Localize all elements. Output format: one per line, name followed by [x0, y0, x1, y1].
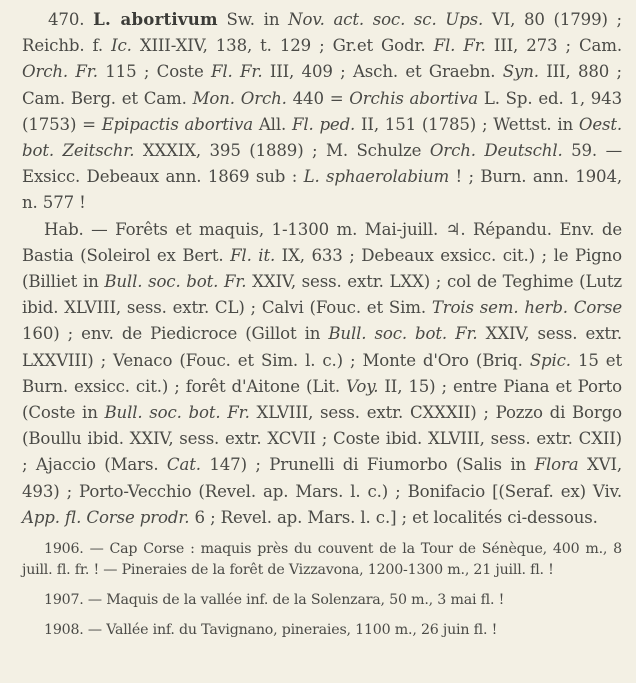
italic-citation: Ic.: [111, 36, 132, 56]
collection-note: 1908. — Vallée inf. du Tavignano, pineraies, 1100 m., 26 juin fl. !: [44, 622, 498, 639]
italic-citation: Fl. ped.: [291, 114, 356, 134]
italic-citation: Orch. Deutschl.: [429, 141, 563, 161]
habitat-paragraph: Hab. — Forêts et maquis, 1-1300 m. Mai-juill. ♃. Répandu. Env. de Bastia (Soleirol ex Bert. Fl. it. IX, 633 ; Debeaux exsicc. cit.) ; le Pigno (Billiet in Bull. soc. bot. Fr. XXIV, sess. extr. LXX) ; col de Teghime (Lutz ibid. XLVIII, sess. extr. CL) ; Calvi (Fouc. et Sim. Trois sem. herb. Corse 160) ; env. de Piedicroce (Gillot in Bull. soc. bot. Fr. XXIV, sess. extr. LXXVIII) ; Venaco (Fouc. et Sim. l. c.) ; Monte d'Oro (Briq. Spic. 15 et Burn. exsicc. cit.) ; forêt d'Aitone (Lit. Voy. II, 15) ; entre Piana et Porto (Coste in Bull. soc. bot. Fr. XLVIII, sess. extr. CXXXII) ; Pozzo di Borgo (Boullu ibid. XXIV, sess. extr. XCVII ; Coste ibid. XLVIII, sess. extr. CXII) ; Ajaccio (Mars. Cat. 147) ; Prunelli di Fiumorbo (Salis in Flora XVI, 493) ; Porto-Vecchio (Revel. ap. Mars. l. c.) ; Bonifacio [(Seraf. ex) Viv. App. fl. Corse prodr. 6 ; Revel. ap. Mars. l. c.] ; et localités ci-dessous.: [22, 219, 622, 527]
italic-citation: Fl. Fr.: [433, 36, 486, 56]
entry-number: 470.: [48, 10, 85, 29]
species-entry: [22, 6, 622, 217]
italic-citation: Voy.: [346, 376, 379, 396]
italic-citation: Bull. soc. bot. Fr.: [328, 324, 478, 344]
italic-citation: Fl. it.: [230, 245, 276, 265]
italic-citation: Bull. soc. bot. Fr.: [104, 272, 247, 292]
italic-citation: Bull. soc. bot. Fr.: [104, 403, 250, 423]
species-name: L. abortivum: [93, 9, 218, 29]
italic-citation: Spic.: [529, 350, 571, 370]
collection-note: 1907. — Maquis de la vallée inf. de la Solenzara, 50 m., 3 mai fl. !: [44, 592, 505, 609]
italic-citation: Flora: [534, 455, 579, 475]
italic-citation: Epipactis abortiva: [101, 114, 254, 134]
italic-citation: Trois sem. herb. Corse: [431, 298, 622, 318]
collection-note: 1906. — Cap Corse : maquis près du couvent de la Tour de Sénèque, 400 m., 8 juill. fl. fr. ! — Pineraies de la forêt de Vizzavona, 1200-1300 m., 21 juill. fl. !: [22, 541, 622, 579]
italic-citation: L. sphaerolabium: [303, 167, 450, 187]
italic-citation: Orch. Fr.: [22, 62, 98, 82]
italic-citation: Syn.: [502, 62, 539, 82]
italic-citation: Nov. act. soc. sc. Ups.: [288, 10, 484, 29]
italic-citation: Oest. bot. Zeitschr.: [22, 114, 622, 161]
collection-notes: [22, 539, 622, 641]
italic-citation: Cat.: [166, 455, 201, 475]
italic-citation: Mon. Orch.: [192, 88, 287, 108]
italic-citation: Fl. Fr.: [211, 62, 263, 82]
italic-citation: Orchis abortiva: [349, 88, 479, 108]
italic-citation: App. fl. Corse prodr.: [22, 507, 190, 527]
entry-references: Sw. in Nov. act. soc. sc. Ups. VI, 80 (1799) ; Reichb. f. Ic. XIII-XIV, 138, t. 129 ; Gr.et Godr. Fl. Fr. III, 273 ; Cam. Orch. Fr. 115 ; Coste Fl. Fr. III, 409 ; Asch. et Graebn. Syn. III, 880 ; Cam. Berg. et Cam. Mon. Orch. 440 = Orchis abortiva L. Sp. ed. 1, 943 (1753) = Epipactis abortiva All. Fl. ped. II, 151 (1785) ; Wettst. in Oest. bot. Zeitschr. XXXIX, 395 (1889) ; M. Schulze Orch. Deutschl. 59. — Exsicc. Debeaux ann. 1869 sub : L. sphaerolabium ! ; Burn. ann. 1904, n. 577 !: [22, 10, 623, 213]
